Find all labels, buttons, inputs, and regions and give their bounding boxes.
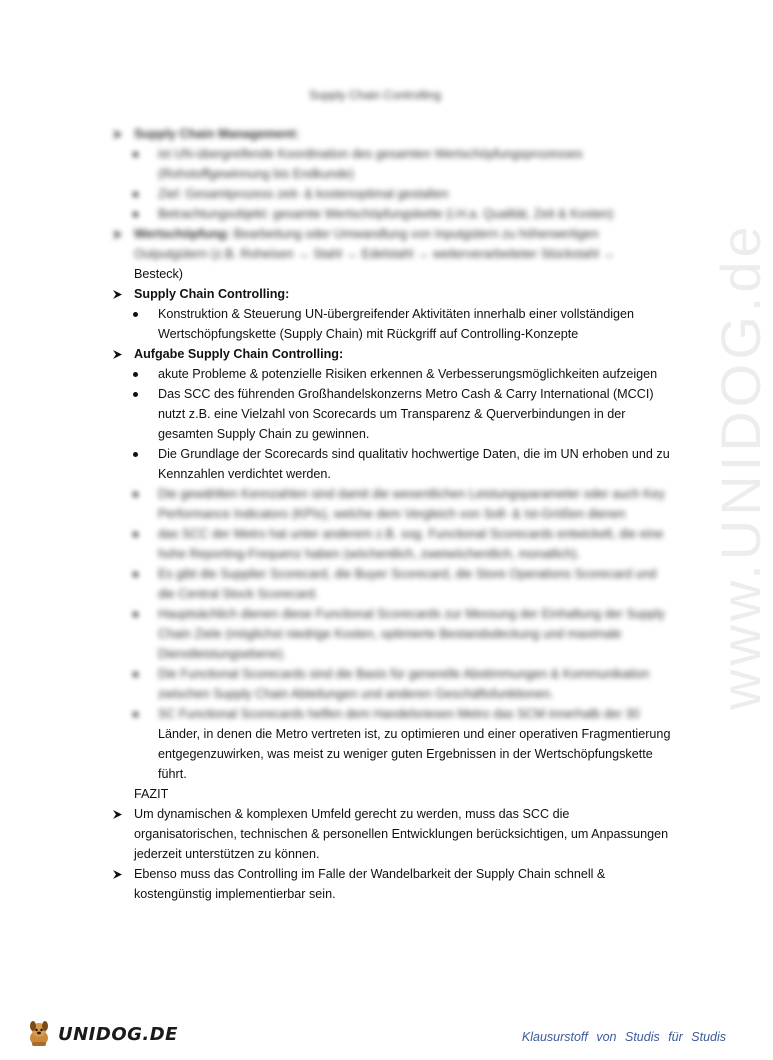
list-item: Ziel: Gesamtprozess zeit- & kostenoptimal gestalten [158, 184, 672, 204]
list-item: Es gibt die Supplier Scorecard, die Buyer Scorecard, die Store Operations Scorecard und die Central Stock Scorecard. [158, 564, 672, 604]
list-item: akute Probleme & potenzielle Risiken erkennen & Verbesserungsmöglichkeiten aufzeigen [158, 364, 672, 384]
section-title: Supply Chain Management: [134, 127, 300, 141]
list-item: ist UN-übergreifende Koordination des gesamten Wertschöpfungsprozesses (Rohstoffgewinnung bis Endkunde) [158, 144, 672, 184]
bullet-dot-icon [133, 712, 138, 717]
arrow-bullet-icon [112, 804, 126, 824]
bullet-dot-icon [133, 152, 138, 157]
section-items [112, 144, 672, 224]
arrow-bullet-icon [112, 344, 126, 364]
arrow-bullet-icon [112, 224, 126, 244]
arrow-bullet-icon [112, 284, 126, 304]
section-text: Bearbeitung oder Umwandlung von Inputgütern zu höherwertigen Outputgütern (z.B. Roheisen → Stahl → Edelstahl → weiterverarbeiteter Stückstahl → [134, 227, 615, 261]
list-item: Betrachtungsobjekt: gesamte Wertschöpfungskette (i.H.a. Qualität, Zeit & Kosten) [158, 204, 672, 224]
list-item: Die Grundlage der Scorecards sind qualitativ hochwertige Daten, die im UN erhoben und zu Kennzahlen verdichtet werden. [158, 444, 672, 484]
bullet-dot-icon [133, 572, 138, 577]
section-title: Aufgabe Supply Chain Controlling: [134, 347, 344, 361]
section-aufgabe-scc [112, 344, 672, 364]
section-wertschoepfung [112, 224, 672, 284]
logo-text: UNIDOG.DE [58, 1023, 178, 1045]
section-supply-chain-management [112, 124, 672, 144]
bullet-dot-icon [133, 612, 138, 617]
bullet-dot-icon [133, 532, 138, 537]
footer-slogan: Klausurstoff von Studis für Studis [521, 1030, 726, 1044]
list-item: Die Functional Scorecards sind die Basis für generelle Abstimmungen & Kommunikation zwischen Supply Chain Abteilungen und anderen Geschäftsfunktionen. [158, 664, 672, 704]
list-item: Hauptsächlich dienen diese Functional Scorecards zur Messung der Einhaltung der Supply Chain Ziele (möglichst niedrige Kosten, optimierte Bestandsdeckung und maximale Dienstleistungsebene). [158, 604, 672, 664]
fazit-point: Um dynamischen & komplexen Umfeld gerecht zu werden, muss das SCC die organisatorischen, technischen & personellen Entwicklungen berücksichtigen, um Anpassungen jederzeit unterstützen zu können. [112, 804, 672, 864]
section-items [112, 304, 672, 344]
section-items-last [112, 704, 672, 784]
bullet-dot-icon [133, 672, 138, 677]
section-items-blurred [112, 484, 672, 704]
list-item: Die gewählten Kennzahlen sind damit die wesentlichen Leistungsparameter oder auch Key Performance Indicators (KPIs), welche dem Vergleich von Soll- & Ist-Größen dienen [158, 484, 672, 524]
bullet-dot-icon [133, 192, 138, 197]
fazit-point: Ebenso muss das Controlling im Falle der Wandelbarkeit der Supply Chain schnell & kostengünstig implementierbar sein. [112, 864, 672, 904]
bullet-dot-icon [133, 492, 138, 497]
arrow-bullet-icon [112, 864, 126, 884]
watermark: www.UNIDOG.de [709, 222, 772, 710]
list-item: Das SCC des führenden Großhandelskonzerns Metro Cash & Carry International (MCCI) nutzt z.B. eine Vielzahl von Scorecards um Transparenz & Querverbindungen in der gesamten Supply Chain zu gewinnen. [158, 384, 672, 444]
bullet-dot-icon [133, 212, 138, 217]
bullet-dot-icon [133, 372, 138, 377]
bullet-dot-icon [133, 452, 138, 457]
fazit-label: FAZIT [134, 787, 169, 801]
unidog-logo [24, 1020, 178, 1048]
section-items [112, 364, 672, 484]
bullet-dot-icon [133, 312, 138, 317]
list-item: SC Functional Scorecards helfen dem Handelsriesen Metro das SCM innerhalb der 30 Länder, in denen die Metro vertreten ist, zu optimieren und einer operativen Fragmentierung entgegenzuwirken, was meist zu weniger guten Ergebnissen in der Wertschöpfungskette führt. [158, 704, 672, 784]
section-supply-chain-controlling [112, 284, 672, 304]
section-text-clear: Besteck) [134, 267, 183, 281]
section-title: Supply Chain Controlling: [134, 287, 290, 301]
page-title: Supply Chain Controlling [308, 88, 442, 102]
section-title: Wertschöpfung: [134, 227, 231, 241]
dog-mascot-icon [24, 1020, 54, 1048]
arrow-bullet-icon [112, 124, 126, 144]
document-body [112, 124, 672, 904]
bullet-dot-icon [133, 392, 138, 397]
list-item: das SCC der Metro hat unter anderem z.B. sog. Functional Scorecards entwickelt, die eine hohe Reporting-Frequenz haben (wöchentlich, zweiwöchentlich, monatlich). [158, 524, 672, 564]
list-item: Konstruktion & Steuerung UN-übergreifender Aktivitäten innerhalb einer vollständigen Wertschöpfungskette (Supply Chain) mit Rückgriff auf Controlling-Konzepte [158, 304, 672, 344]
